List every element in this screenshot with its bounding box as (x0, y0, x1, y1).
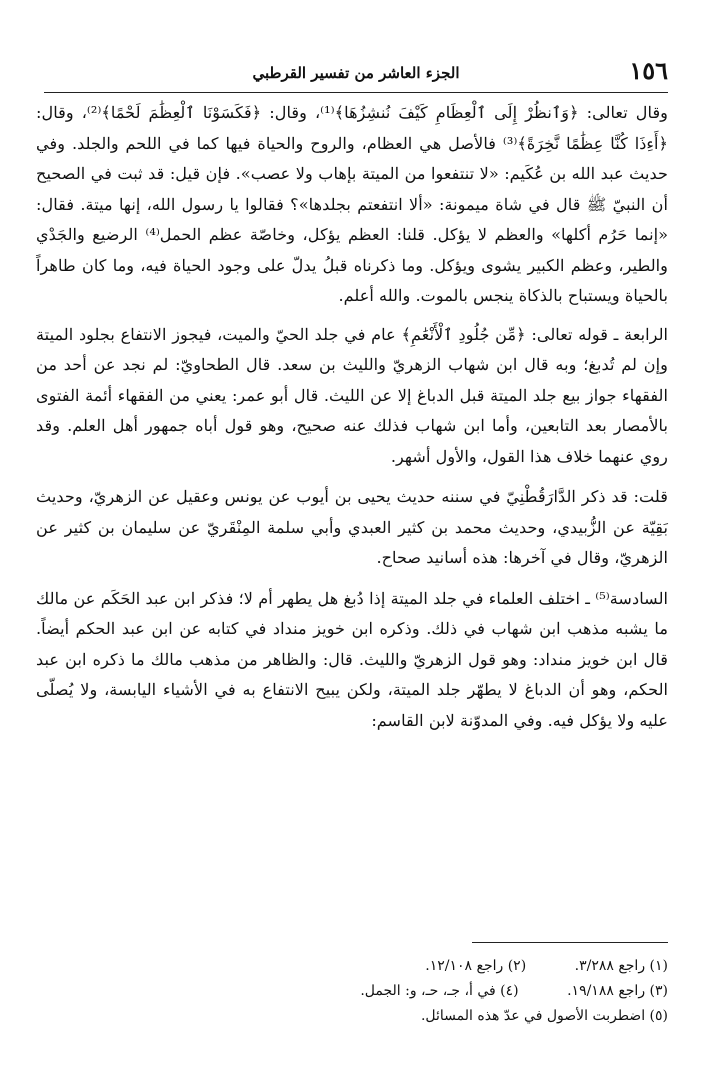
paragraph-1: وقال تعالى: ﴿وَٱنظُرْ إِلَى ٱلْعِظَامِ كَيْفَ نُنشِزُهَا﴾⁽¹⁾، وقال: ﴿فَكَسَوْنَا ٱلْعِظَٰمَ لَحْمًا﴾⁽²⁾، وقال: ﴿أَءِذَا كُنَّا عِظَٰمًا نَّخِرَةً﴾⁽³⁾ فالأصل هي العظام، والروح والحياة فيها كما في اللحم والجلد. وفي حديث عبد الله بن عُكَيم: «لا تنتفعوا من الميتة بإهاب ولا عصب». فإن قيل: قد ثبت في الصحيح أن النبيّ ﷺ قال في شاة ميمونة: «ألا انتفعتم بجلدها»؟ فقالوا يا رسول الله، إنها ميتة. فقال: «إنما حَرُم أكلها» والعظم لا يؤكل. قلنا: العظم يؤكل، وخاصّة عظم الحمل⁽⁴⁾ الرضيع والجَدْي والطير، وعظم الكبير يشوى ويؤكل. وما ذكرناه قبلُ يدلّ على وجود الحياة فيه، وما كان طاهراً بالحياة ويستباح بالذكاة ينجس بالموت. والله أعلم. (36, 103, 668, 305)
footnote-row (36, 954, 668, 979)
paragraph-4: السادسة⁽⁵⁾ ـ اختلف العلماء في جلد الميتة إذا دُبغ هل يطهر أم لا؛ فذكر ابن عبد الحَكَم عن مالك ما يشبه مذهب ابن شهاب في ذلك. وذكره ابن خويز منداد في كتابه عن ابن عبد الحكم أيضاً. قال ابن خويز منداد: وهو قول الزهريّ والليث. قال: والظاهر من مذهب مالك ما ذكره ابن عبد الحكم، وهو أن الدباغ لا يطهّر جلد الميتة، ولكن يبيح الانتفاع به في الأشياء اليابسة، ولا يُصلّى عليه ولا يؤكل فيه. وفي المدوّنة لابن القاسم: (36, 588, 668, 730)
footnote-5: (٥) اضطربت الأصول في عدّ هذه المسائل. (420, 1008, 668, 1024)
footnote-4: (٤) في أ، جـ، حـ، و: الجمل. (360, 983, 519, 999)
page-number: ١٥٦ (629, 56, 668, 85)
footnote-row (36, 1004, 668, 1029)
footnote-2: (٢) راجع ١٢/١٠٨. (425, 958, 527, 974)
paragraph-3: قلت: قد ذكر الدَّارَقُطْنِيّ في سننه حديث يحيى بن أيوب عن يونس وعقيل عن الزهريّ، وحديث بَقِيّة عن الزُّبيدي، وحديث محمد بن كثير العبدي وأبي سلمة المِنْقَريّ عن سليمان بن كثير عن الزهريّ، وقال في آخرها: هذه أسانيد صحاح. (36, 487, 669, 567)
main-text (36, 98, 668, 746)
footnote-1: (١) راجع ٣/٢٨٨. (574, 958, 668, 974)
footnote-3: (٣) راجع ١٩/١٨٨. (567, 983, 668, 999)
running-title: الجزء العاشر من تفسير القرطبي (252, 64, 460, 82)
page-header (44, 56, 668, 93)
paragraph-2: الرابعة ـ قوله تعالى: ﴿مِّن جُلُودِ ٱلْأَنْعَٰمِ﴾ عام في جلد الحيّ والميت، فيجوز الانتفاع بجلود الميتة وإن لم تُدبغ؛ وبه قال ابن شهاب الزهريّ والليث بن سعد. قال الطحاويّ: لم نجد عن أحد من الفقهاء جواز بيع جلد الميتة قبل الدباغ إلا عن الليث. قال أبو عمر: يعني من الفقهاء أئمة الفتوى بالأمصار بعد التابعين، وأما ابن شهاب فذلك عنه صحيح، وهو قول أباه جمهور أهل العلم. وقد روي عنهما خلاف هذا القول، والأول أشهر. (36, 324, 668, 466)
footnote-row (36, 979, 668, 1004)
footnotes (36, 954, 668, 1029)
footnote-divider (472, 942, 668, 943)
